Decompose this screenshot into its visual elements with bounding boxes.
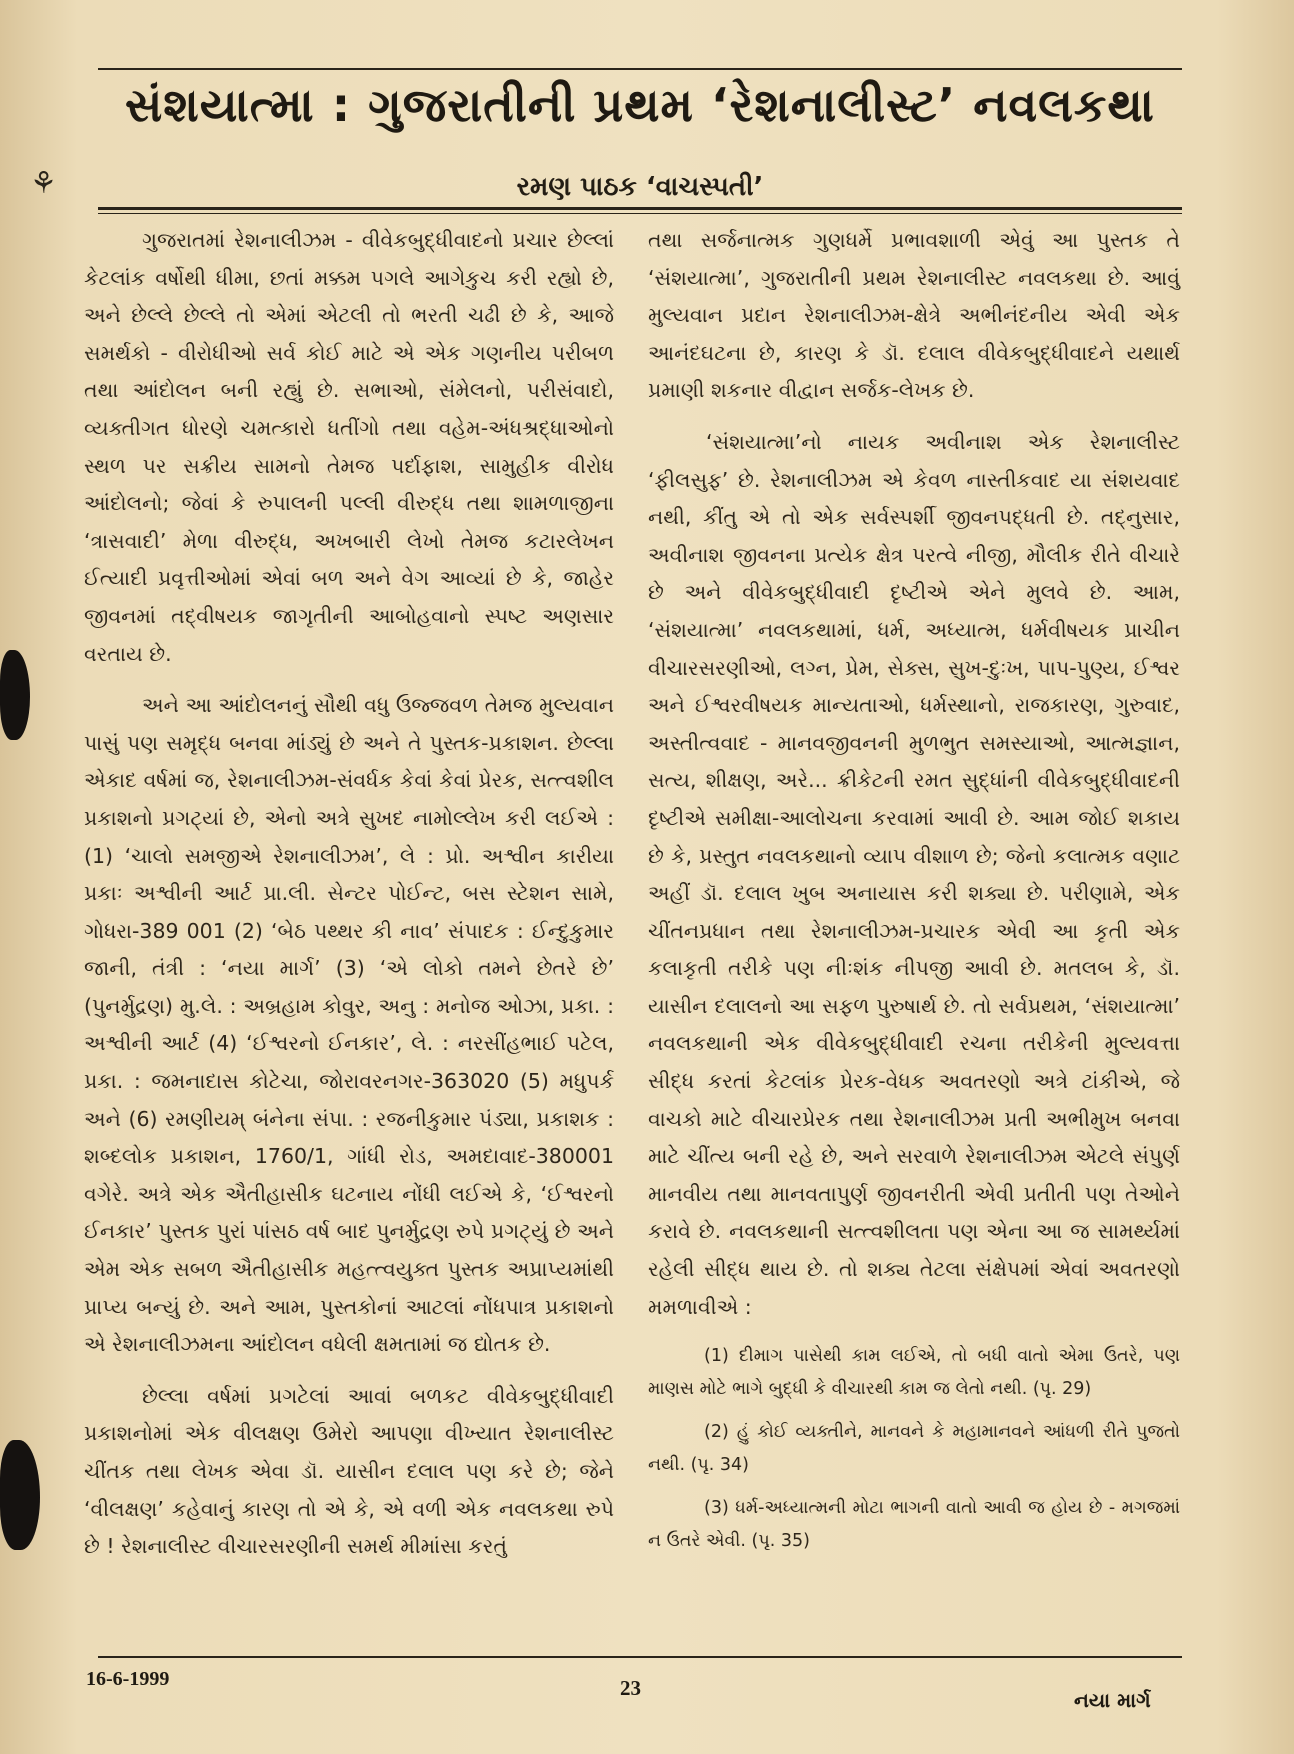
paragraph: ‘સંશયાત્મા’નો નાયક અવીનાશ એક રેશનાલીસ્ટ ‘ફીલસુફ’ છે. રેશનાલીઝમ એ કેવળ નાસ્તીકવાદ યા સંશયવાદ નથી, કીંતુ એ તો એક સર્વસ્પર્શી જીવનપદ્ધતી છે. તદ્‌નુસાર, અવીનાશ જીવનના પ્રત્યેક ક્ષેત્ર પરત્વે નીજી, મૌલીક રીતે વીચારે છે અને વીવેકબુદ્ધીવાદી દૃષ્ટીએ એને મુલવે છે. આમ, ‘સંશયાત્મા’ નવલકથામાં, ધર્મ, અધ્યાત્મ, ધર્મવીષયક પ્રાચીન વીચારસરણીઓ, લગ્ન, પ્રેમ, સેક્સ, સુખ-દુઃખ, પાપ-પુણ્ય, ઈશ્વર અને ઈશ્વરવીષયક માન્યતાઓ, ધર્મસ્થાનો, રાજકારણ, ગુરુવાદ, અસ્તીત્વવાદ - માનવજીવનની મુળભુત સમસ્યાઓ, આત્મજ્ઞાન, સત્ય, શીક્ષણ, અરે... ક્રીકેટની રમત સુદ્ધાંની વીવેકબુદ્ધીવાદની દૃષ્ટીએ સમીક્ષા-આલોચના કરવામાં આવી છે. આમ જોઈ શકાય છે કે, પ્રસ્તુત નવલકથાનો વ્યાપ વીશાળ છે; જેનો કલાત્મક વણાટ અહીં ડૉ. દલાલ ખુબ અનાયાસ કરી શક્યા છે. પરીણામે, એક ચીંતનપ્રધાન તથા રેશનાલીઝમ-પ્રચારક એવી આ કૃતી એક કલાકૃતી તરીકે પણ નીઃશંક નીપજી આવી છે. મતલબ કે, ડૉ. યાસીન દલાલનો આ સફળ પુરુષાર્થ છે. તો સર્વપ્રથમ, ‘સંશયાત્મા’ નવલકથાની એક વીવેકબુદ્ધીવાદી રચના તરીકેની મુલ્યવત્તા સીદ્ધ કરતાં કેટલાંક પ્રેરક-વેધક અવતરણો અત્રે ટાંકીએ, જે વાચકો માટે વીચારપ્રેરક તથા રેશનાલીઝમ પ્રતી અભીમુખ બનવા માટે ચીંત્ય બની રહે છે, અને સરવાળે રેશનાલીઝમ એટલે સંપુર્ણ માનવીય તથા માનવતાપુર્ણ જીવનરીતી એવી પ્રતીતી પણ તેઓને કરાવે છે. નવલકથાની સત્ત્વશીલતા પણ એના આ જ સામર્થ્યમાં રહેલી સીદ્ધ થાય છે. તો શક્ય તેટલા સંક્ષેપમાં એવાં અવતરણો મમળાવીએ : [648, 429, 1180, 1319]
paper-tear [0, 1440, 40, 1550]
left-column [84, 222, 614, 1580]
right-column [648, 222, 1180, 1566]
article-title: સંશયાત્મા : ગુજરાતીની પ્રથમ ‘રેશનાલીસ્ટ’ નવલકથા [125, 78, 1155, 132]
ornament-icon: ⚘ [30, 166, 57, 201]
paragraph: તથા સર્જનાત્મક ગુણધર્મે પ્રભાવશાળી એવું આ પુસ્તક તે ‘સંશયાત્મા’, ગુજરાતીની પ્રથમ રેશનાલીસ્ટ નવલકથા છે. આવું મુલ્યવાન પ્રદાન રેશનાલીઝમ-ક્ષેત્રે અભીનંદનીય એવી એક આનંદઘટના છે, કારણ કે ડૉ. દલાલ વીવેકબુદ્ધીવાદને યથાર્થ પ્રમાણી શકનાર વીદ્વાન સર્જક-લેખક છે. [648, 228, 1180, 403]
paragraph: છેલ્લા વર્ષમાં પ્રગટેલાં આવાં બળકટ વીવેકબુદ્ધીવાદી પ્રકાશનોમાં એક વીલક્ષણ ઉમેરો આપણા વીખ્યાત રેશનાલીસ્ટ ચીંતક તથા લેખક એવા ડૉ. યાસીન દલાલ પણ કરે છે; જેને ‘વીલક્ષણ’ કહેવાનું કારણ તો એ કે, એ વળી એક નવલકથા રુપે છે ! રેશનાલીસ્ટ વીચારસરણીની સમર્થ મીમાંસા કરતું [84, 1383, 614, 1559]
quote: (3) ધર્મ-અધ્યાત્મની મોટા ભાગની વાતો આવી જ હોય છે - મગજમાં ન ઉતરે એવી. (પૃ. 35) [648, 1498, 1180, 1552]
issue-date: 16-6-1999 [86, 1668, 170, 1690]
paragraph: અને આ આંદોલનનું સૌથી વધુ ઉજ્જવળ તેમજ મુલ્યવાન પાસું પણ સમૃદ્ધ બનવા માંડ્યું છે અને તે પુસ્તક-પ્રકાશન. છેલ્લા એકાદ વર્ષમાં જ, રેશનાલીઝમ-સંવર્ધક કેવાં કેવાં પ્રેરક, સત્ત્વશીલ પ્રકાશનો પ્રગટ્યાં છે, એનો અત્રે સુખદ નામોલ્લેખ કરી લઈએ : (1) ‘ચાલો સમજીએ રેશનાલીઝમ’, લે : પ્રો. અશ્વીન કારીયા પ્રકાઃ અશ્વીની આર્ટ પ્રા.લી. સેન્ટર પોઈન્ટ, બસ સ્ટેશન સામે, ગોધરા-389 001 (2) ‘બેઠ પથ્થર કી નાવ’ સંપાદક : ઈન્દુકુમાર જાની, તંત્રી : ‘નયા માર્ગ’ (3) ‘એ લોકો તમને છેતરે છે’ (પુનર્મુદ્રણ) મુ.લે. : અબ્રહામ કોવુર, અનુ : મનોજ ઓઝા, પ્રકા. : અશ્વીની આર્ટ (4) ‘ઈશ્વરનો ઈનકાર’, લે. : નરસીંહભાઈ પટેલ, પ્રકા. : જમનાદાસ કોટેચા, જોરાવરનગર-363020 (5) મધુપર્ક અને (6) રમણીયમ્ બંનેના સંપા. : રજનીકુમાર પંડ્યા, પ્રકાશક : શબ્દલોક પ્રકાશન, 1760/1, ગાંધી રોડ, અમદાવાદ-380001 વગેરે. અત્રે એક ઐતીહાસીક ઘટનાય નોંધી લઈએ કે, ‘ઈશ્વરનો ઈનકાર’ પુસ્તક પુરાં પાંસઠ વર્ષ બાદ પુનર્મુદ્રણ રુપે પ્રગટ્યું છે અને એમ એક સબળ ઐતીહાસીક મહત્ત્વયુક્ત પુસ્તક અપ્રાપ્યમાંથી પ્રાપ્ય બન્યું છે. અને આમ, પુસ્તકોનાં આટલાં નોંધપાત્ર પ્રકાશનો એ રેશનાલીઝમના આંદોલન વધેલી ક્ષમતામાં જ દ્યોતક છે. [84, 693, 614, 1357]
paragraph: ગુજરાતમાં રેશનાલીઝમ - વીવેકબુદ્ધીવાદનો પ્રચાર છેલ્લાં કેટલાંક વર્ષોથી ધીમા, છતાં મક્કમ પગલે આગેકુચ કરી રહ્યો છે, અને છેલ્લે છેલ્લે તો એમાં એટલી તો ભરતી ચઢી છે કે, આજે સમર્થકો - વીરોધીઓ સર્વ કોઈ માટે એ એક ગણનીય પરીબળ તથા આંદોલન બની રહ્યું છે. સભાઓ, સંમેલનો, પરીસંવાદો, વ્યક્તીગત ધોરણે ચમત્કારો ધતીંગો તથા વહેમ-અંધશ્રદ્ધાઓનો સ્થળ પર સક્રીય સામનો તેમજ પર્દાફાશ, સામુહીક વીરોધ આંદોલનો; જેવાં કે રુપાલની પલ્લી વીરુદ્ધ તથા શામળાજીના ‘ત્રાસવાદી’ મેળા વીરુદ્ધ, અખબારી લેખો તેમજ કટારલેખન ઈત્યાદી પ્રવૃત્તીઓમાં એવાં બળ અને વેગ આવ્યાં છે કે, જાહેર જીવનમાં તદ્‌વીષયક જાગૃતીની આબોહવાનો સ્પષ્ટ અણસાર વરતાય છે. [84, 228, 614, 666]
header-rule-thick [98, 207, 1182, 210]
top-rule [98, 68, 1182, 70]
author-byline: રમણ પાઠક ‘વાચસ્પતી’ [516, 172, 764, 202]
page-number: 23 [620, 1676, 641, 1700]
magazine-name: નયા માર્ગ [1074, 1688, 1151, 1712]
header-rule-thin [98, 213, 1182, 214]
footer-rule [98, 1656, 1182, 1658]
paper-tear [0, 650, 30, 740]
quote: (2) હું કોઈ વ્યક્તીને, માનવને કે મહામાનવને આંધળી રીતે પુજતો નથી. (પૃ. 34) [648, 1422, 1180, 1476]
quote: (1) દીમાગ પાસેથી કામ લઈએ, તો બધી વાતો એમા ઉતરે, પણ માણસ મોટે ભાગે બુદ્ધી કે વીચારથી કામ જ લેતો નથી. (પૃ. 29) [648, 1346, 1180, 1400]
